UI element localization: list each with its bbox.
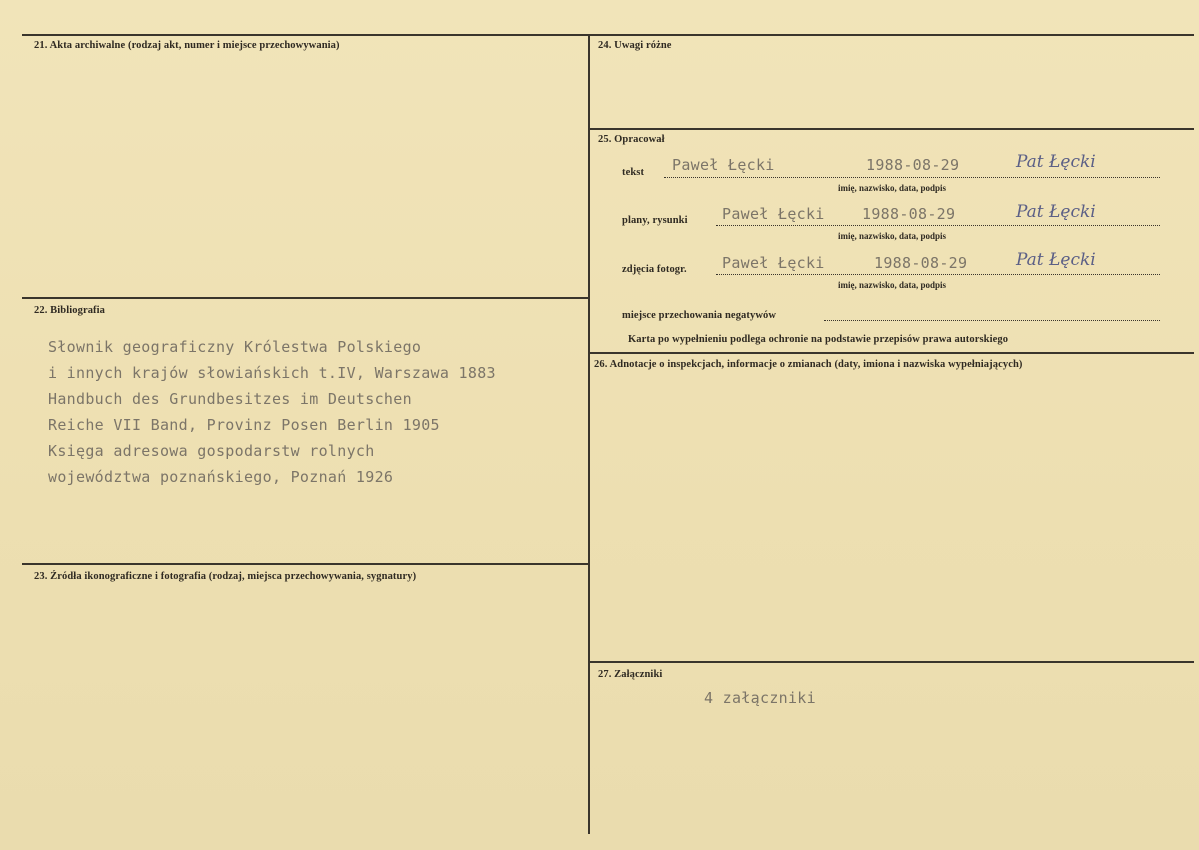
rule-21-22 — [22, 297, 588, 299]
prepared-row-label: tekst — [622, 167, 645, 178]
rule-25-26 — [590, 352, 1194, 354]
signature: Pat Łęcki — [1016, 152, 1096, 172]
fill-line — [664, 177, 1160, 178]
prepared-row-label: zdjęcia fotogr. — [622, 264, 687, 275]
section-27-label: 27. Załączniki — [598, 669, 663, 680]
fill-line — [716, 274, 1160, 275]
rule-26-27 — [590, 661, 1194, 663]
prepared-caption: imię, nazwisko, data, podpis — [838, 280, 947, 290]
negatives-fill-line — [824, 320, 1160, 321]
prepared-name: Paweł Łęcki — [722, 254, 825, 272]
prepared-date: 1988-08-29 — [866, 156, 960, 174]
prepared-date: 1988-08-29 — [874, 254, 968, 272]
top-rule — [22, 34, 1194, 36]
prepared-caption: imię, nazwisko, data, podpis — [838, 183, 947, 193]
section-25-label: 25. Opracował — [598, 134, 665, 145]
rule-24-25 — [590, 128, 1194, 130]
center-divider — [588, 34, 590, 834]
bibliography-line: Reiche VII Band, Provinz Posen Berlin 1905 — [48, 416, 440, 434]
section-26-label: 26. Adnotacje o inspekcjach, informacje o zmianach (daty, imiona i nazwiska wypełniających) — [594, 359, 1023, 370]
fill-line — [716, 225, 1160, 226]
signature: Pat Łęcki — [1016, 250, 1096, 270]
section-21-label: 21. Akta archiwalne (rodzaj akt, numer i miejsce przechowywania) — [34, 40, 340, 51]
bibliography-line: Księga adresowa gospodarstw rolnych — [48, 442, 375, 460]
signature: Pat Łęcki — [1016, 202, 1096, 222]
prepared-name: Paweł Łęcki — [672, 156, 775, 174]
bibliography-line: województwa poznańskiego, Poznań 1926 — [48, 468, 394, 486]
rule-22-23 — [22, 563, 588, 565]
negatives-label: miejsce przechowania negatywów — [622, 310, 777, 321]
section-23-label: 23. Źródła ikonograficzne i fotografia (rodzaj, miejsca przechowywania, sygnatury) — [34, 571, 417, 582]
bibliography-line: Handbuch des Grundbesitzes im Deutschen — [48, 390, 412, 408]
attachments-value: 4 załączniki — [704, 689, 816, 707]
prepared-caption: imię, nazwisko, data, podpis — [838, 231, 947, 241]
bibliography-line: i innych krajów słowiańskich t.IV, Warszawa 1883 — [48, 364, 496, 382]
prepared-name: Paweł Łęcki — [722, 205, 825, 223]
copyright-note: Karta po wypełnieniu podlega ochronie na podstawie przepisów prawa autorskiego — [628, 334, 1009, 345]
prepared-date: 1988-08-29 — [862, 205, 956, 223]
bibliography-line: Słownik geograficzny Królestwa Polskiego — [48, 338, 422, 356]
section-22-label: 22. Bibliografia — [34, 305, 106, 316]
section-24-label: 24. Uwagi różne — [598, 40, 672, 51]
prepared-row-label: plany, rysunki — [622, 215, 688, 226]
